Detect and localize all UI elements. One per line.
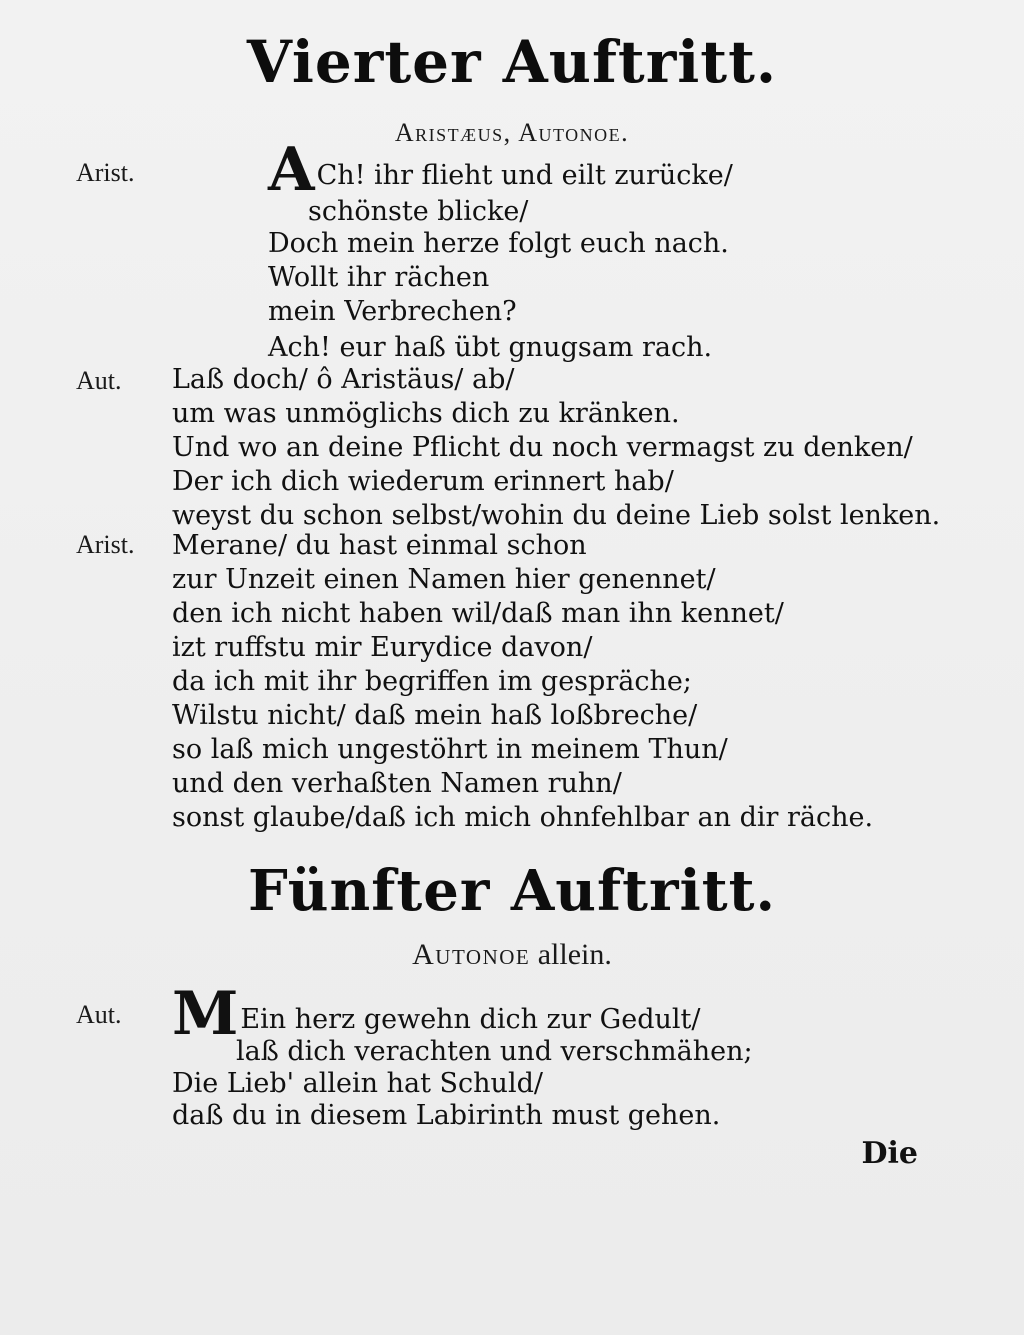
cast-list: Autonoe allein. xyxy=(412,938,612,971)
verse-line: izt ruffstu mir Eurydice davon/ xyxy=(172,632,593,663)
verse-line: ACh! ihr flieht und eilt zurücke/ xyxy=(268,135,733,205)
speaker-label: Aut. xyxy=(76,1000,122,1029)
verse-line: MEin herz gewehn dich zur Gedult/ xyxy=(172,979,701,1049)
verse-line: da ich mit ihr begriffen im gespräche; xyxy=(172,666,692,697)
verse-line: daß du in diesem Labirinth must gehen. xyxy=(172,1100,721,1131)
drop-cap: A xyxy=(268,135,315,205)
verse-line: sonst glaube/daß ich mich ohnfehlbar an dir räche. xyxy=(172,802,874,833)
drop-cap: M xyxy=(172,979,239,1049)
verse-line: so laß mich ungestöhrt in meinem Thun/ xyxy=(172,734,728,765)
verse-line: und den verhaßten Namen ruhn/ xyxy=(172,768,622,799)
scene-title: Fünfter Auftritt. xyxy=(248,858,776,924)
speaker-label: Aut. xyxy=(76,366,122,395)
speaker-label: Arist. xyxy=(76,158,135,187)
verse-line: zur Unzeit einen Namen hier genennet/ xyxy=(172,564,716,595)
verse-line: weyst du schon selbst/wohin du deine Lieb solst lenken. xyxy=(172,500,941,531)
verse-line: Der ich dich wiederum erinnert hab/ xyxy=(172,466,674,497)
verse-line: Ach! eur haß übt gnugsam rach. xyxy=(268,332,713,363)
scene-title: Vierter Auftritt. xyxy=(246,28,778,96)
verse-line: laß dich verachten und verschmähen; xyxy=(236,1036,753,1067)
verse-line: Merane/ du hast einmal schon xyxy=(172,530,587,561)
verse-line: Wilstu nicht/ daß mein haß loßbreche/ xyxy=(172,700,698,731)
verse-line: Wollt ihr rächen xyxy=(268,262,490,293)
cast-list: Aristæus, Autonoe. xyxy=(394,118,630,147)
verse-line: Und wo an deine Pflicht du noch vermagst zu denken/ xyxy=(172,432,913,463)
verse-line: mein Verbrechen? xyxy=(268,296,517,327)
catchword: Die xyxy=(861,1136,918,1171)
verse-line: Laß doch/ ô Aristäus/ ab/ xyxy=(172,364,515,395)
verse-line: Die Lieb' allein hat Schuld/ xyxy=(172,1068,543,1099)
verse-line: schönste blicke/ xyxy=(308,196,529,227)
verse-line: den ich nicht haben wil/daß man ihn kennet/ xyxy=(172,598,784,629)
speaker-label: Arist. xyxy=(76,530,135,559)
verse-line: Doch mein herze folgt euch nach. xyxy=(268,228,729,259)
verse-line: um was unmöglichs dich zu kränken. xyxy=(172,398,680,429)
